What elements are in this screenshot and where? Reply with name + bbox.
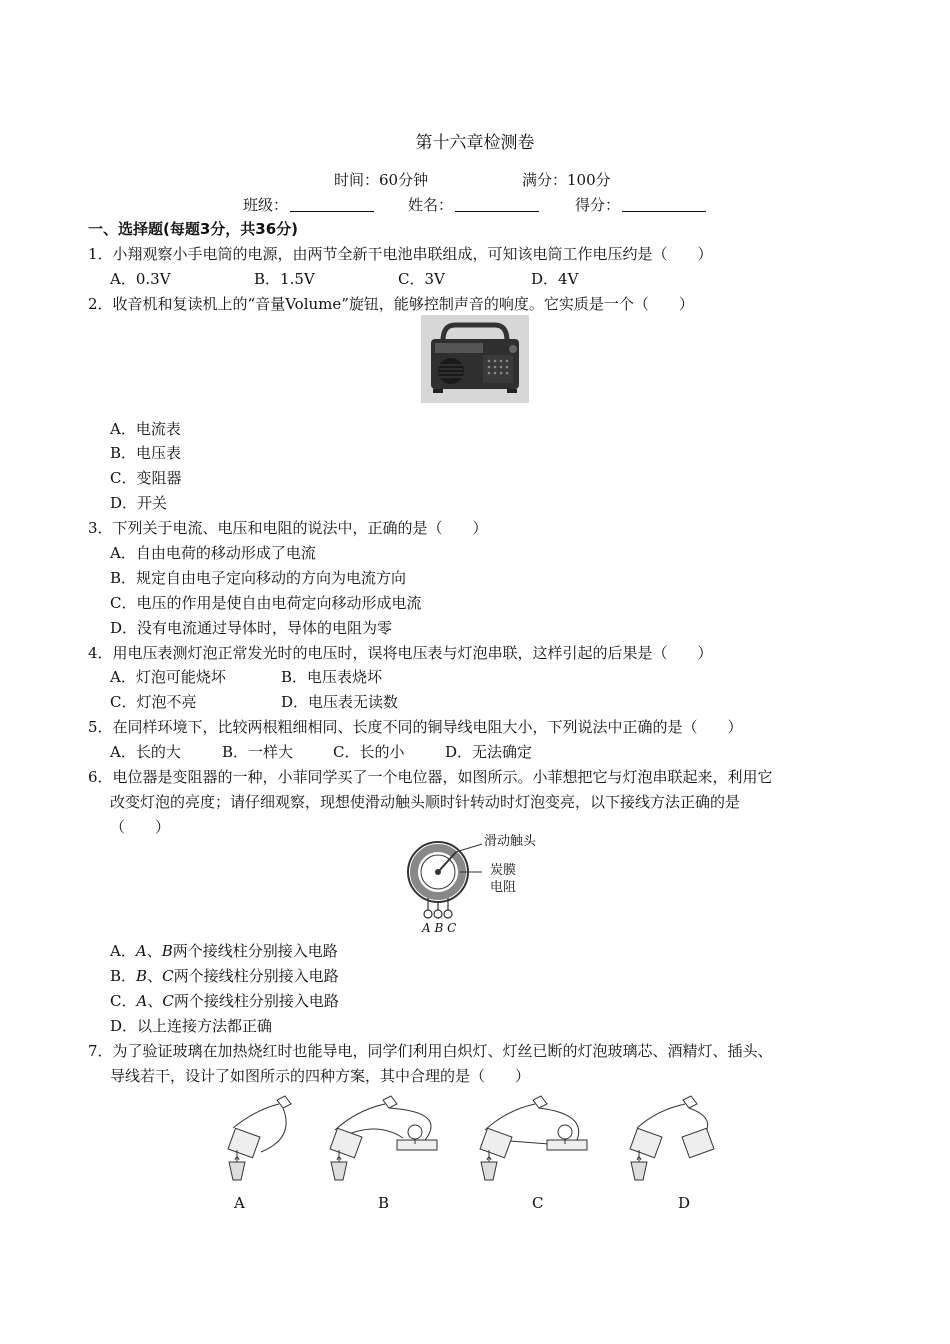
option: B．1.5V bbox=[254, 270, 315, 288]
option: B．电压表 bbox=[110, 444, 182, 462]
option: D．开关 bbox=[110, 494, 168, 512]
option: A．长的大 bbox=[110, 743, 181, 761]
figure-label: D bbox=[678, 1194, 691, 1212]
figure-label: C bbox=[532, 1194, 544, 1212]
circuit-a bbox=[228, 1096, 291, 1180]
option: C．A、C两个接线柱分别接入电路 bbox=[110, 992, 339, 1010]
class-field bbox=[243, 195, 374, 215]
label-terminals: A B C bbox=[422, 921, 457, 935]
option: D．4V bbox=[531, 270, 579, 288]
section-heading: 一、选择题(每题3分，共36分) bbox=[88, 220, 299, 238]
option: C．3V bbox=[398, 270, 445, 288]
option: A．自由电荷的移动形成了电流 bbox=[110, 544, 316, 562]
potentiometer-diagram bbox=[404, 832, 554, 938]
exam-time: 时间：60分钟 bbox=[334, 171, 429, 189]
option: A．A、B两个接线柱分别接入电路 bbox=[110, 942, 338, 960]
class-label: 班级： bbox=[243, 196, 289, 214]
option: C．电压的作用是使自由电荷定向移动形成电流 bbox=[110, 594, 422, 612]
label-film: 炭膜 bbox=[490, 863, 517, 878]
question-stem: 3．下列关于电流、电压和电阻的说法中，正确的是（ ） bbox=[88, 519, 488, 537]
name-blank bbox=[455, 197, 539, 212]
circuit-diagrams bbox=[215, 1088, 715, 1193]
option: A．0.3V bbox=[110, 270, 171, 288]
option: D．电压表无读数 bbox=[281, 693, 399, 711]
class-blank bbox=[290, 197, 374, 212]
label-resistor: 电阻 bbox=[490, 880, 517, 895]
score-field bbox=[575, 195, 706, 215]
option: C．长的小 bbox=[333, 743, 405, 761]
question-stem: 4．用电压表测灯泡正常发光时的电压时，误将电压表与灯泡串联，这样引起的后果是（ ） bbox=[88, 644, 713, 662]
option: B．B、C两个接线柱分别接入电路 bbox=[110, 967, 339, 985]
question-stem: 2．收音机和复读机上的“音量Volume”旋钮，能够控制声音的响度。它实质是一个（ ） bbox=[88, 295, 694, 313]
option: D．以上连接方法都正确 bbox=[110, 1017, 273, 1035]
question-stem-line: 6．电位器是变阻器的一种，小菲同学买了一个电位器，如图所示。小菲想把它与灯泡串联起来，利用它 bbox=[88, 768, 773, 786]
figure-label: A bbox=[234, 1194, 245, 1212]
exam-full-score: 满分：100分 bbox=[522, 171, 611, 189]
circuit-b bbox=[330, 1096, 437, 1180]
question-stem: 5．在同样环境下，比较两根粗细相同、长度不同的铜导线电阻大小，下列说法中正确的是（ ） bbox=[88, 718, 743, 736]
option: C．变阻器 bbox=[110, 469, 182, 487]
option: D．没有电流通过导体时，导体的电阻为零 bbox=[110, 619, 393, 637]
option: B．电压表烧坏 bbox=[281, 668, 383, 686]
question-stem-line: 7．为了验证玻璃在加热烧红时也能导电，同学们利用白炽灯、灯丝已断的灯泡玻璃芯、酒精灯、插头、 bbox=[88, 1042, 773, 1060]
name-field bbox=[408, 195, 539, 215]
name-label: 姓名： bbox=[408, 196, 454, 214]
option: B．规定自由电子定向移动的方向为电流方向 bbox=[110, 569, 407, 587]
option: A．电流表 bbox=[110, 420, 181, 438]
score-label: 得分： bbox=[575, 196, 621, 214]
figure-label: B bbox=[378, 1194, 390, 1212]
circuit-d bbox=[630, 1096, 714, 1180]
option: C．灯泡不亮 bbox=[110, 693, 197, 711]
label-slider: 滑动触头 bbox=[484, 834, 537, 849]
question-stem: 1．小翔观察小手电筒的电源，由两节全新干电池串联组成，可知该电筒工作电压约是（ ） bbox=[88, 245, 713, 263]
score-blank bbox=[622, 197, 706, 212]
option: A．灯泡可能烧坏 bbox=[110, 668, 226, 686]
page-title: 第十六章检测卷 bbox=[415, 133, 535, 153]
option: B．一样大 bbox=[222, 743, 294, 761]
question-stem-line: （ ） bbox=[110, 818, 171, 836]
question-stem-line: 导线若干，设计了如图所示的四种方案，其中合理的是（ ） bbox=[110, 1067, 531, 1085]
circuit-c bbox=[480, 1096, 587, 1180]
option: D．无法确定 bbox=[445, 743, 533, 761]
radio-image bbox=[421, 315, 529, 403]
question-stem-line: 改变灯泡的亮度；请仔细观察，现想使滑动触头顺时针转动时灯泡变亮，以下接线方法正确的是 bbox=[110, 793, 741, 811]
